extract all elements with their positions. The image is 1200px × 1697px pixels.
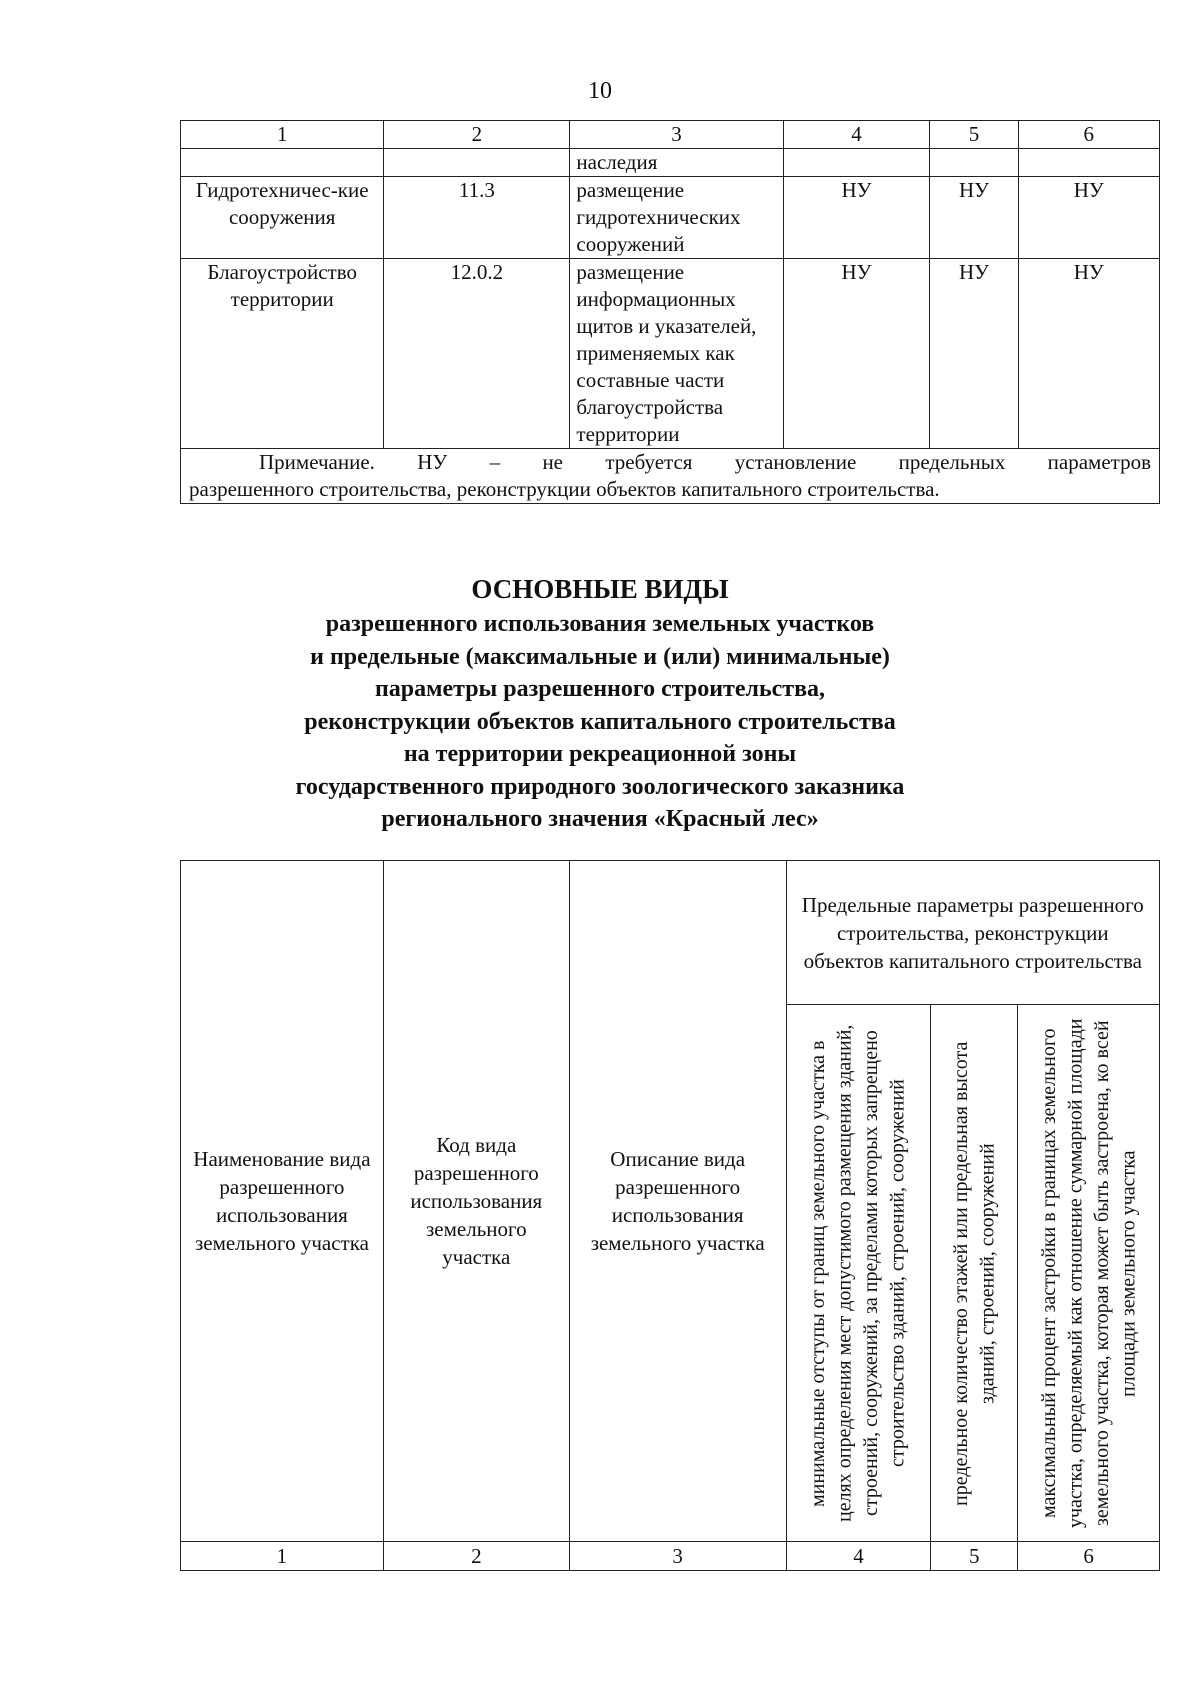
row-value [930,149,1018,177]
row-code [384,149,570,177]
column-number: 2 [383,1542,569,1571]
rotated-label: минимальные отступы от границ земельного участка в целях определения мест допустимого размещения зданий, строений, сооружений, за пределами которых запрещено строительство зданий, строений, сооружений [807,1024,909,1522]
column-number: 5 [930,121,1018,149]
heading-line: разрешенного использования земельных участков [325,611,875,637]
row-value: НУ [930,259,1018,449]
row-description: наследия [570,149,783,177]
row-name: Благоустройство территории [181,259,384,449]
row-name [181,149,384,177]
heading-line: реконструкции объектов капитального строительства [304,708,896,735]
header-use-code: Код вида разрешенного использования земельного участка [383,861,569,1542]
column-number: 4 [786,1542,931,1571]
row-value: НУ [783,177,930,259]
zoning-parameters-table [180,860,1160,1571]
heading-line: параметры разрешенного строительства, [374,676,826,702]
row-value [783,149,930,177]
column-number: 1 [181,121,384,149]
header-limit-parameters: Предельные параметры разрешенного строительства, реконструкции объектов капитального строительства [786,861,1159,1005]
row-value [1018,149,1159,177]
continuation-table [180,120,1160,504]
header-use-description: Описание вида разрешенного использования земельного участка [569,861,786,1542]
column-number: 1 [181,1542,384,1571]
row-value: НУ [783,259,930,449]
row-value: НУ [1018,177,1159,259]
row-code: 11.3 [384,177,570,259]
row-description: размещение гидротехнических сооружений [570,177,783,259]
heading-line: государственного природного зоологического заказника [295,773,905,800]
row-code: 12.0.2 [384,259,570,449]
rotated-label: предельное количество этажей или предельная высота зданий, строений, сооружений [949,1040,999,1506]
header-use-name: Наименование вида разрешенного использования земельного участка [181,861,384,1542]
rotated-label: максимальный процент застройки в границах земельного участка, определяемый как отношение суммарной площади земельного участка, которая может быть застроена, ко всей площади земельного участка [1037,1018,1140,1528]
row-value: НУ [930,177,1018,259]
column-number: 3 [569,1542,786,1571]
column-number: 4 [783,121,930,149]
column-number: 5 [931,1542,1018,1571]
note-line: разрешенного строительства, реконструкции объектов капитального строительства. [189,477,940,501]
column-numbers-row [181,1542,1160,1571]
row-value: НУ [1018,259,1159,449]
row-name: Гидротехничес-кие сооружения [181,177,384,259]
row-description: размещение информационных щитов и указателей, применяемых как составные части благоустройства территории [570,259,783,449]
column-number: 6 [1018,1542,1160,1571]
page-number: 10 [588,78,612,104]
heading-line: регионального значения «Красный лес» [381,806,819,832]
table-row [181,149,1160,177]
table-row [181,259,1160,449]
column-number: 6 [1018,121,1159,149]
column-number: 3 [570,121,783,149]
table-note [181,449,1160,504]
heading-title: ОСНОВНЫЕ ВИДЫ [471,574,729,604]
heading-line: на территории рекреационной зоны [403,741,797,767]
header-min-setbacks [786,1005,931,1542]
heading-line: и предельные (максимальные и (или) минимальные) [310,643,890,670]
header-max-coverage [1018,1005,1160,1542]
table-row [181,177,1160,259]
note-line: Примечание. НУ – не требуется установление предельных параметров [259,450,1151,474]
column-number: 2 [384,121,570,149]
table-header-row [181,861,1160,1005]
section-heading [0,572,1200,836]
header-max-floors [931,1005,1018,1542]
table-header-row [181,121,1160,149]
note-row [181,449,1160,504]
